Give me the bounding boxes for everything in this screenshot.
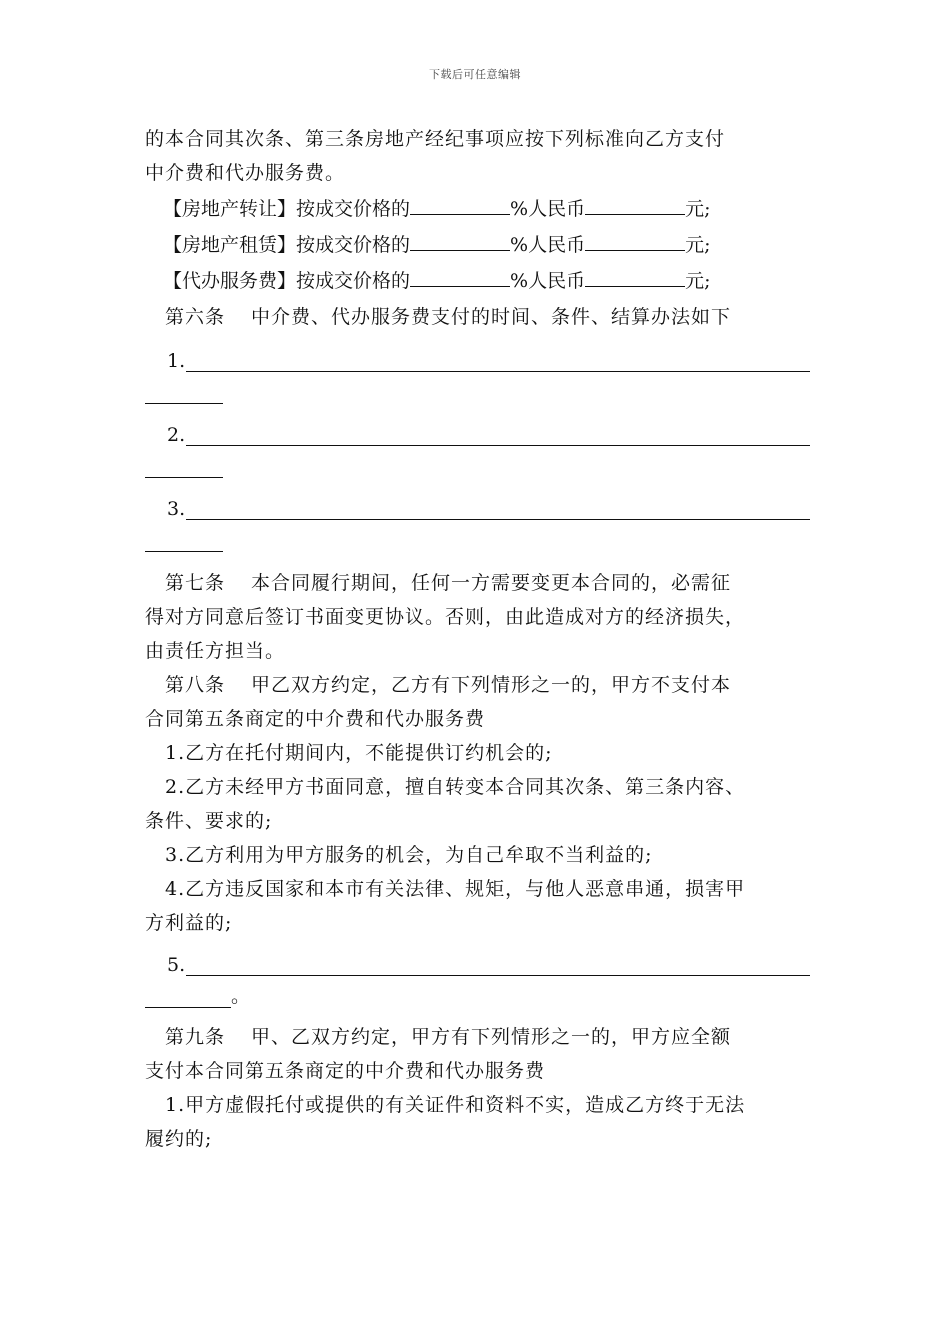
fee-row-lease [145,228,810,262]
article-8-item-2-cont: 条件、要求的; [145,810,273,832]
percent-blank[interactable] [410,194,510,215]
article-8-line-2: 合同第五条商定的中介费和代办服务费 [145,708,486,730]
fee-label: 【代办服务费】按成交价格的 [163,270,411,292]
article-9-item-1: 1.甲方虚假托付或提供的有关证件和资料不实，造成乙方终于无法 [165,1094,746,1116]
payment-item-blank[interactable] [186,349,810,372]
item-number: 3. [167,498,186,520]
article-number: 第六条 [165,306,226,328]
continuation-blank[interactable] [145,455,223,478]
article-6-heading [145,300,810,334]
article-text: 中介费、代办服务费支付的时间、条件、结算办法如下 [251,306,732,328]
payment-item-3-continuation [145,520,810,552]
article-text: 甲、乙双方约定，甲方有下列情形之一的，甲方应全额 [251,1026,732,1048]
article-8-item-3: 3.乙方利用为甲方服务的机会，为自己牟取不当利益的; [165,844,653,866]
article-8-item-1: 1.乙方在托付期间内，不能提供订约机会的; [165,742,553,764]
payment-item-1-continuation [145,372,810,404]
article-number: 第八条 [165,674,226,696]
article-9-item-1-cont: 履约的; [145,1128,213,1150]
payment-item-3 [145,488,810,520]
intro-line-2: 中介费和代办服务费。 [145,162,346,184]
article-8-line-1 [145,668,810,702]
fee-label: 【房地产转让】按成交价格的 [163,198,411,220]
article-8-item-4-cont: 方利益的; [145,912,233,934]
article-text: 本合同履行期间，任何一方需要变更本合同的，必需征 [251,572,732,594]
item-number: 2. [167,424,186,446]
fee-end: 元; [685,198,711,220]
payment-item-1 [145,340,810,372]
amount-blank[interactable] [585,230,685,251]
item-5-blank[interactable] [186,953,810,976]
fee-mid: %人民币 [510,198,586,220]
item-5-end: 。 [231,985,251,1007]
article-text: 甲乙双方约定，乙方有下列情形之一的，甲方不支付本 [251,674,732,696]
payment-item-2 [145,414,810,446]
article-8-item-5 [145,944,810,976]
fee-mid: %人民币 [510,234,586,256]
article-7-line-1 [145,566,810,600]
fee-row-transfer [145,192,810,226]
article-8-item-2: 2.乙方未经甲方书面同意，擅自转变本合同其次条、第三条内容、 [165,776,746,798]
percent-blank[interactable] [410,266,510,287]
article-7-line-3: 由责任方担当。 [145,640,286,662]
payment-item-2-continuation [145,446,810,478]
fee-label: 【房地产租赁】按成交价格的 [163,234,411,256]
contract-body [145,122,810,1156]
article-9-line-2: 支付本合同第五条商定的中介费和代办服务费 [145,1060,546,1082]
fee-end: 元; [685,234,711,256]
intro-line-1: 的本合同其次条、第三条房地产经纪事项应按下列标准向乙方支付 [145,128,726,150]
page-header-note: 下载后可任意编辑 [429,68,521,81]
article-number: 第七条 [165,572,226,594]
percent-blank[interactable] [410,230,510,251]
item-number: 1. [167,350,186,372]
payment-item-blank[interactable] [186,497,810,520]
article-8-item-5-continuation [145,976,810,1008]
fee-end: 元; [685,270,711,292]
continuation-blank[interactable] [145,381,223,404]
continuation-blank[interactable] [145,529,223,552]
article-9-line-1 [145,1020,810,1054]
amount-blank[interactable] [585,266,685,287]
article-8-item-4: 4.乙方违反国家和本市有关法律、规矩，与他人恶意串通，损害甲 [165,878,746,900]
article-number: 第九条 [165,1026,226,1048]
amount-blank[interactable] [585,194,685,215]
continuation-blank[interactable] [145,985,231,1008]
payment-item-blank[interactable] [186,423,810,446]
fee-row-service [145,264,810,298]
article-7-line-2: 得对方同意后签订书面变更协议。否则，由此造成对方的经济损失， [145,606,746,628]
fee-mid: %人民币 [510,270,586,292]
item-number: 5. [167,954,186,976]
